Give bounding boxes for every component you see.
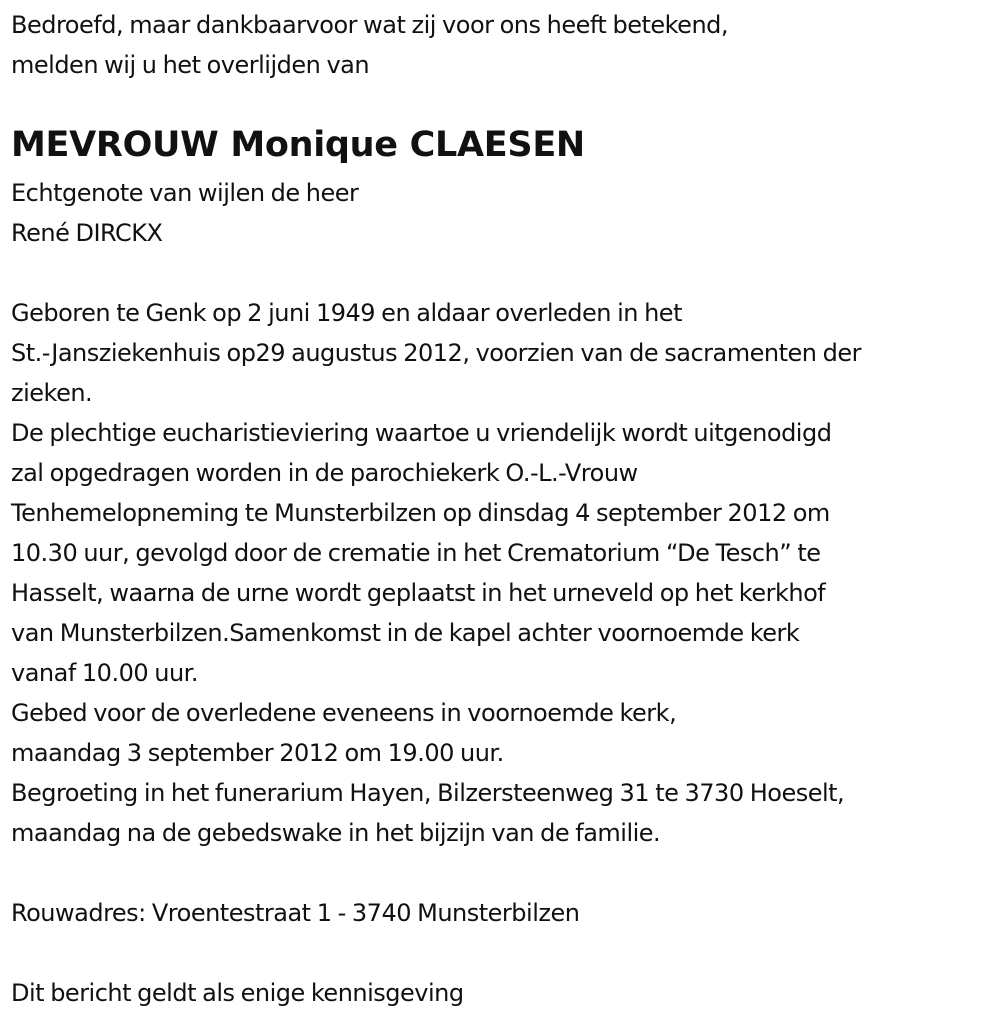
detail-line-1: Geboren te Genk op 2 juni 1949 en aldaar overleden in het [11,299,682,327]
mourning-address: Rouwadres: Vroentestraat 1 - 3740 Munsterbilzen [11,899,580,927]
spouse-line-2: René DIRCKX [11,219,163,247]
detail-line-2: St.-Jansziekenhuis op29 augustus 2012, voorzien van de sacramenten der [11,339,861,367]
detail-line-6: Tenhemelopneming te Munsterbilzen op dinsdag 4 september 2012 om [11,499,830,527]
closing-line: Dit bericht geldt als enige kennisgeving [11,979,464,1007]
detail-line-5: zal opgedragen worden in de parochiekerk O.-L.-Vrouw [11,459,638,487]
detail-line-8: Hasselt, waarna de urne wordt geplaatst in het urneveld op het kerkhof [11,579,826,607]
detail-line-11: Gebed voor de overledene eveneens in voornoemde kerk, [11,699,677,727]
spouse-line-1: Echtgenote van wijlen de heer [11,179,359,207]
detail-line-12: maandag 3 september 2012 om 19.00 uur. [11,739,504,767]
detail-line-9: van Munsterbilzen.Samenkomst in de kapel achter voornoemde kerk [11,619,800,647]
deceased-name: MEVROUW Monique CLAESEN [11,125,585,165]
intro-line-2: melden wij u het overlijden van [11,51,370,79]
detail-line-3: zieken. [11,379,93,407]
detail-line-14: maandag na de gebedswake in het bijzijn van de familie. [11,819,661,847]
intro-line-1: Bedroefd, maar dankbaarvoor wat zij voor ons heeft betekend, [11,11,729,39]
detail-line-10: vanaf 10.00 uur. [11,659,198,687]
detail-line-7: 10.30 uur, gevolgd door de crematie in het Crematorium “De Tesch” te [11,539,821,567]
detail-line-13: Begroeting in het funerarium Hayen, Bilzersteenweg 31 te 3730 Hoeselt, [11,779,845,807]
detail-line-4: De plechtige eucharistieviering waartoe u vriendelijk wordt uitgenodigd [11,419,832,447]
